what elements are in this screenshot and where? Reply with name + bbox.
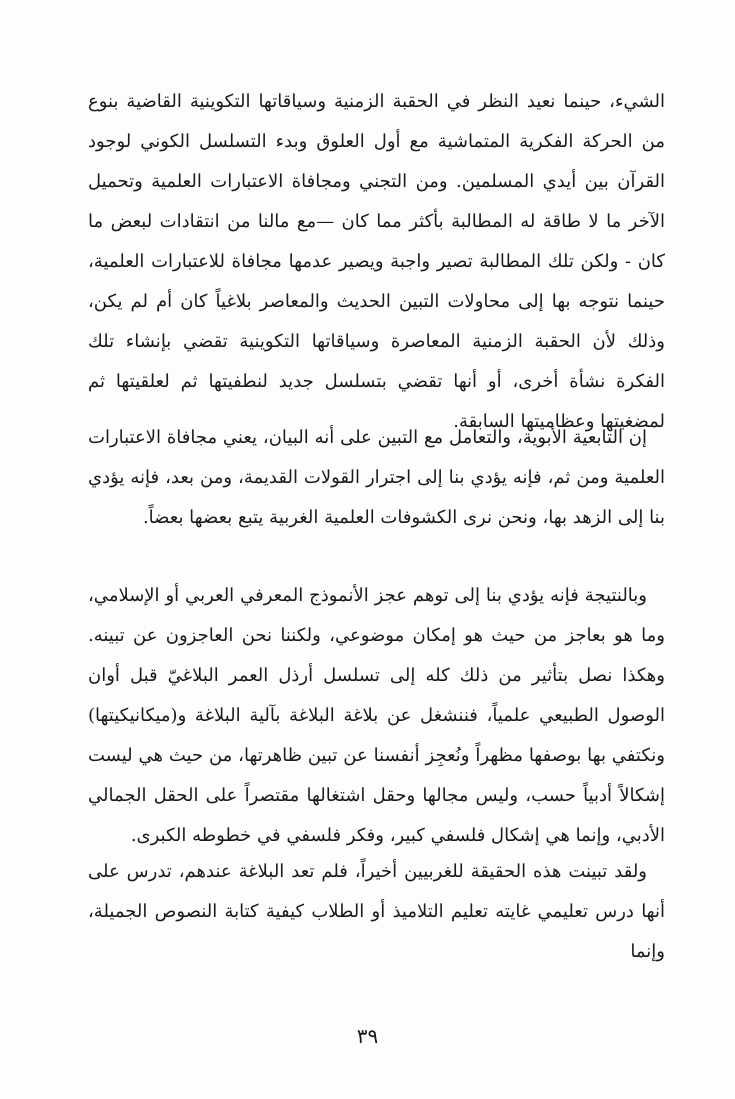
paragraph-4: ولقد تبينت هذه الحقيقة للغربيين أخيراً، فلم تعد البلاغة عندهم، تدرس على أنها درس تعليمي غايته تعليم التلاميذ أو الطلاب كيفية كتابة النصوص الجميلة، وإنما: [88, 861, 665, 962]
paragraph-3: وبالنتيجة فإنه يؤدي بنا إلى توهم عجز الأنموذج المعرفي العربي أو الإسلامي، وما هو بعاجز من حيث هو إمكان موضوعي، ولكننا نحن العاجزون عن تبينه. وهكذا نصل بتأثير من ذلك كله إلى تسلسل أرذل العمر البلاغيّ قبل أوان الوصول الطبيعي علمياً، فننشغل عن بلاغة البلاغة بآلية البلاغة و(ميكانيكيتها) ونكتفي بها بوصفها مظهراً ونُعجِز أنفسنا عن تبين ظاهرتها، من حيث هي ليست إشكالاً أدبياً حسب، وليس مجالها وحقل اشتغالها مقتصراً على الحقل الجمالي الأدبي، وإنما هي إشكال فلسفي كبير، وفكر فلسفي في خطوطه الكبرى.: [88, 585, 665, 846]
paragraph-2: إن التابعية الأبوية، والتعامل مع التبين على أنه البيان، يعني مجافاة الاعتبارات العلمية ومن ثم، فإنه يؤدي بنا إلى اجترار القولات القديمة، ومن بعد، فإنه يؤدي بنا إلى الزهد بها، ونحن نرى الكشوفات العلمية الغربية يتبع بعضها بعضاً.: [88, 427, 665, 528]
paragraph-1: الشيء، حينما نعيد النظر في الحقبة الزمنية وسياقاتها التكوينية القاضية بنوع من الحركة الفكرية المتماشية مع أول العلوق وبدء التسلسل الكوني لوجود القرآن بين أيدي المسلمين. ومن التجني ومجافاة الاعتبارات العلمية وتحميل الآخر ما لا طاقة له المطالبة بأكثر مما كان —مع مالنا من انتقادات لبعض ما كان - ولكن تلك المطالبة تصير واجبة ويصير عدمها مجافاة للاعتبارات العلمية، حينما نتوجه بها إلى محاولات التبين الحديث والمعاصر بلاغياً كان أم لم يكن، وذلك لأن الحقبة الزمنية المعاصرة وسياقاتها التكوينية تقضي بإنشاء تلك الفكرة نشأة أخرى، أو أنها تقضي بتسلسل جديد لنطفيتها ثم لعلقيتها ثم لمضغيتها وعظاميتها السابقة.: [88, 91, 665, 432]
page-number: ٣٩: [356, 1024, 379, 1048]
